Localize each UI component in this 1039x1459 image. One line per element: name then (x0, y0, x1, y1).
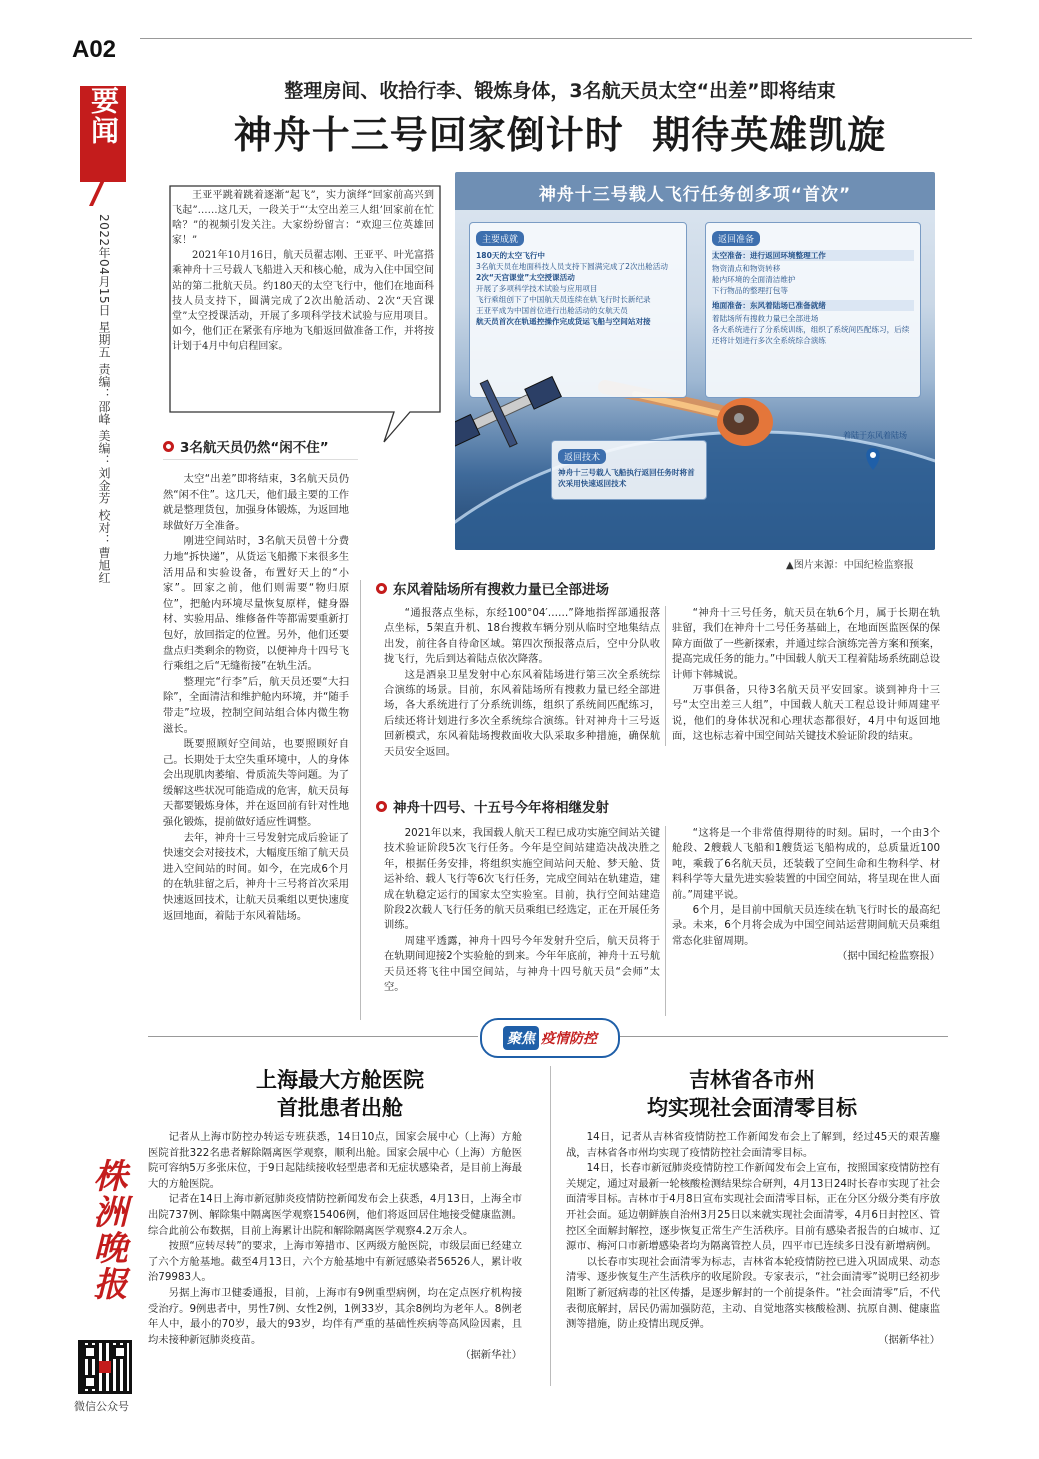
section-badge-text: 要闻 (87, 86, 120, 146)
body-paragraph: 6个月，是目前中国航天员连续在轨飞行时长的最高纪录。未来，6个月将会成为中国空间站运营期间航天员乘组常态化驻留周期。 (672, 904, 940, 947)
bullet-icon (163, 441, 174, 452)
panel-return (705, 222, 921, 398)
body-paragraph: 14日，长春市新冠肺炎疫情防控工作新闻发布会上宣布，按照国家疫情防控有关规定，通过对最新一轮核酸检测结果综合研判，4月13日24时长春市实现了社会面清零目标。吉林市于4月8日宣布实现社会面清零目标，正在分区分级分类有序放开社会面。延边朝鲜族自治州3月25日以来就实现社会面清零，4月6日封控区、管控区全面解封解控，逐步恢复正常生产生活秩序。目前有感染者报告的白城市、辽源市、梅河口市新增感染者均为隔离管控人员，四平市已连续多日没有新增病例。 (566, 1162, 940, 1253)
headline-line: 吉林省各市州 (689, 1068, 815, 1092)
jilin-body (566, 1130, 940, 1348)
body-paragraph: “这将是一个非常值得期待的时刻。届时，一个由3个舱段、2艘载人飞船和1艘货运飞船构成的，总质量近100吨，乘载了6名航天员，还装载了空间生命和生物科学、材料科学等大量先进实验装置的中国空间站，将呈现在世人面前。”周建平说。 (672, 827, 940, 901)
intro-paragraph: 2021年10月16日，航天员翟志刚、王亚平、叶光富搭乘神舟十三号载人飞船进入天和核心舱，成为入住中国空间站的第二批航天员。约180天的太空飞行中，他们在地面科技人员支持下，圆满完成了2次出舱活动、2次“天宫课堂”太空授课活动，开展了多项科学技术试验与应用项目。如今，他们正在紧张有序地为飞船返回做准备工作，并将按计划于4月中旬启程回家。 (172, 250, 434, 352)
jilin-headline (562, 1066, 942, 1122)
body-paragraph: 这是酒泉卫星发射中心东风着陆场进行第三次全系统综合演练的场景。目前，东风着陆场所有搜救力量已经全部进场，各大系统进行了分系统训练，组织了系统间匹配练习，后续还将计划进行多次全系统综合演练。针对神舟十三号返回新模式，东风着陆场搜救面收大队采取多种措施，确保航天员安全返回。 (384, 668, 660, 758)
panel-return-item: 舱内环境的全面清洁维护 (712, 275, 796, 284)
body-paragraph: 2021年以来，我国载人航天工程已成功实施空间站关键技术验证阶段5次飞行任务。今年是空间站建造决战决胜之年，根据任务安排，将组织实施空间站问天舱、梦天舱、货运补给、载人飞行等6次飞行任务，完成空间站在轨建造，建成在轨稳定运行的国家太空实验室。目前，执行空间站建造阶段2次载人飞行任务的航天员乘组已经选定，正在开展任务训练。 (384, 827, 660, 932)
panel-return-item: 各大系统进行了分系统训练，组织了系统间匹配练习，后续还将计划进行多次全系统综合演练 (712, 325, 910, 345)
body-paragraph: 太空“出差”即将结束，3名航天员仍然“闲不住”。这几天，他们最主要的工作就是整理货包，加强身体锻炼，为返回地球做好万全准备。 (163, 473, 349, 532)
infographic-title: 神舟十三号载人飞行任务创多项“首次” (538, 185, 852, 205)
focus-banner (480, 1018, 620, 1058)
qr-caption: 微信公众号 (74, 1400, 129, 1413)
section-heading-text: 3名航天员仍然“闲不住” (180, 440, 329, 456)
intro-text (170, 186, 434, 354)
headline-line: 上海最大方舱医院 (256, 1068, 424, 1092)
infographic (455, 172, 935, 550)
section-heading-text: 神舟十四号、十五号今年将相继发射 (393, 800, 609, 816)
body-paragraph: 整理完“行李”后，航天员还要“大扫除”，全面清洁和维护舱内环境，并“随手带走”垃圾，控制空间站组合体内微生物滋长。 (163, 675, 349, 735)
panel-main-item: 3名航天员在地面科技人员支持下圆满完成了2次出舱活动 (476, 262, 668, 271)
panel-main-item: 180天的太空飞行中 (476, 251, 546, 260)
section-body-col1 (384, 826, 660, 995)
qr-code[interactable] (78, 1340, 132, 1394)
panel-return-title: 返回准备 (712, 231, 760, 246)
intro-bubble (170, 186, 440, 422)
source-note: （据新华社） (878, 1333, 940, 1346)
section-heading (163, 436, 329, 456)
body-paragraph: 以长春市实现社会面清零为标志，吉林省本轮疫情防控已进入巩固成果、动态清零、逐步恢复生产生活秩序的收尾阶段。专家表示，“社会面清零”说明已经初步阻断了新冠病毒的社区传播，是逐步解封的一个前提条件。“社会面清零”后，不代表彻底解封，居民仍需加强防范，主动、自觉地落实核酸检测、抗原自测、健康监测等措施，防止疫情出现反弹。 (566, 1255, 940, 1331)
panel-tech-title: 返回技术 (558, 449, 606, 464)
panel-tech-text: 神舟十三号载人飞船执行返回任务时将首次采用快速返回技术 (558, 468, 695, 488)
body-paragraph: 刚进空间站时，3名航天员曾十分费力地“拆快递”，从货运飞船搬下来很多生活用品和实验设备，布置好天上的“小家”。回家之前，他们则需要“物归原位”，把舱内环境尽量恢复原样，健身器材、实验用品、维修备件等都需要重新打包好，放回指定的位置。另外，他们还要盘点归类剩余的物资，以便神舟十四号飞行乘组之后“无缝衔接”在轨生活。 (163, 535, 349, 673)
body-paragraph: 周建平透露，神舟十四号今年发射升空后，航天员将于在轨期间迎接2个实验舱的到来。今年年底前，神舟十五号航天员还将飞往中国空间站，与神舟十四号航天员“会师”太空。 (384, 934, 660, 994)
panel-return-subtitle: 地面准备：东风着陆场已准备就绪 (712, 300, 914, 311)
section-body-col1 (384, 606, 660, 824)
bullet-icon (376, 801, 387, 812)
panel-main (469, 222, 687, 398)
body-paragraph: 记者在14日上海市新冠肺炎疫情防控新闻发布会上获悉，4月13日，上海全市出院737例、解除集中隔离医学观察15406例，他们将返回居住地接受健康监测。综合此前公布数据，目前上海累计出院和解除隔离医学观察4.2万余人。 (148, 1193, 522, 1237)
section-heading-text: 东风着陆场所有搜救力量已全部进场 (393, 582, 609, 598)
section-body-col2 (672, 606, 940, 745)
panel-main-item: 王亚平成为中国首位进行出舱活动的女航天员 (476, 306, 628, 315)
headline: 神舟十三号回家倒计时 期待英雄凯旋 (233, 113, 887, 157)
body-paragraph: 按照“应转尽转”的要求，上海市筹措市、区两级方舱医院，市级层面已经建立了六个方舱基地。截至4月13日，六个方舱基地中有新冠感染者56526人，累计收治79983人。 (148, 1240, 522, 1284)
panel-tech (551, 440, 707, 500)
section-badge (80, 86, 126, 182)
body-paragraph: 记者从上海市防控办转运专班获悉，14日10点，国家会展中心（上海）方舱医院首批322名患者解除隔离医学观察，顺利出舱。国家会展中心（上海）方舱医院可容纳5万多张床位，于9日起陆续接收轻型患者和无症状感染者，是目前上海最大的方舱医院。 (148, 1131, 522, 1190)
section-heading (376, 578, 609, 598)
intro-paragraph: 王亚平跳着跳着逐渐“起飞”，实力演绎“回家前高兴到飞起”……这几天，一段关于“‘太空出差三人组’回家前在忙啥？”的视频引发关注。大家纷纷留言：“欢迎三位英雄回家！” (172, 190, 434, 247)
panel-main-item: 开展了多项科学技术试验与应用项目 (476, 284, 598, 293)
section-body (163, 472, 349, 924)
infographic-credit: ▲图片来源：中国纪检监察报 (786, 560, 914, 571)
section-heading (376, 796, 609, 816)
page-number: A02 (72, 36, 117, 63)
body-paragraph: 另据上海市卫健委通报，目前，上海市有9例重型病例，均在定点医疗机构接受治疗。9例患者中，男性7例、女性2例，1例33岁，其余8例均为老年人。8例老年人中，最小的70岁，最大的93岁，均伴有严重的基础性疾病等高风险因素，且均未接种新冠肺炎疫苗。 (148, 1286, 522, 1346)
body-paragraph: 万事俱备，只待3名航天员平安回家。谈到神舟十三号“太空出差三人组”，中国载人航天工程总设计师周建平说，他们的身体状况和心理状态都很好，4月中旬返回地面，这也标志着中国空间站关键技术验证阶段的结束。 (672, 684, 940, 743)
shanghai-body (148, 1130, 522, 1364)
bullet-icon (376, 583, 387, 594)
banner-part2: 疫情防控 (541, 1031, 597, 1047)
panel-return-item: 着陆场所有搜救力量已全部进场 (712, 314, 819, 323)
body-paragraph: “神舟十三号任务，航天员在轨6个月，属于长期在轨驻留，我们在神舟十二号任务基础上，在地面医监医保的保障方面做了一些新探索，并通过综合演练完善方案和预案，提高完成任务的能力。”中国载人航天工程着陆场系统副总设计师卞韩城说。 (672, 607, 940, 681)
source-note: （据新华社） (460, 1349, 522, 1362)
body-paragraph: 去年，神舟十三号发射完成后验证了快速交会对接技术，大幅度压缩了航天员进入空间站的时间。如今，在完成6个月的在轨驻留之后，神舟十三号将首次采用快速返回技术，让航天员乘组以更快速度返回地面，着陆于东风着陆场。 (163, 831, 349, 922)
panel-main-item: 2次“天宫课堂”太空授课活动 (476, 273, 575, 282)
panel-return-subtitle: 太空准备：进行返回环境整理工作 (712, 250, 914, 261)
headline-line: 均实现社会面清零目标 (647, 1096, 857, 1120)
kicker: 整理房间、收拾行李、锻炼身体，3名航天员太空“出差”即将结束 (284, 80, 836, 102)
body-paragraph: “通报落点坐标，东经100°04′……”降地指挥部通报落点坐标，5架直升机、18台搜救车辆分别从临时空地集结点出发，前往各自待命区域。第四次预报落点后，空中分队收拢飞行，先后到达着陆点依次降落。 (384, 607, 660, 666)
section-body-col2 (672, 826, 940, 965)
landing-label: 着陆于东风着陆场 (843, 431, 907, 440)
body-paragraph: 既要照顾好空间站，也要照顾好自己。长期处于太空失重环境中，人的身体会出现肌肉萎缩、骨质流失等问题。为了缓解这些状况可能造成的危害，航天员每天都要锻炼身体，并在返回前有针对性地强化锻炼，提前做好适应性调整。 (163, 738, 349, 829)
headline-line: 首批患者出舱 (277, 1096, 403, 1120)
panel-main-title: 主要成就 (476, 231, 524, 246)
shanghai-headline (150, 1066, 530, 1122)
date-info: 2022年04月15日 星期五 责编：邵峰 美编：刘金芳 校对：曹旭红 (97, 214, 111, 584)
source-note: （据中国纪检监察报） (837, 950, 940, 963)
panel-main-item: 飞行乘组创下了中国航天员连续在轨飞行时长新纪录 (476, 295, 651, 304)
panel-return-item: 物资清点和物资转移 (712, 264, 781, 273)
banner-part1: 聚焦 (503, 1026, 539, 1050)
panel-return-item: 下行物品的整理打包等 (712, 286, 788, 295)
paper-logo: 株洲晚报 (87, 1158, 127, 1302)
body-paragraph: 14日，记者从吉林省疫情防控工作新闻发布会上了解到，经过45天的艰苦鏖战，吉林省各市州均实现了疫情防控社会面清零目标。 (566, 1131, 940, 1159)
panel-main-item: 航天员首次在轨遥控操作完成货运飞船与空间站对接 (476, 317, 651, 326)
